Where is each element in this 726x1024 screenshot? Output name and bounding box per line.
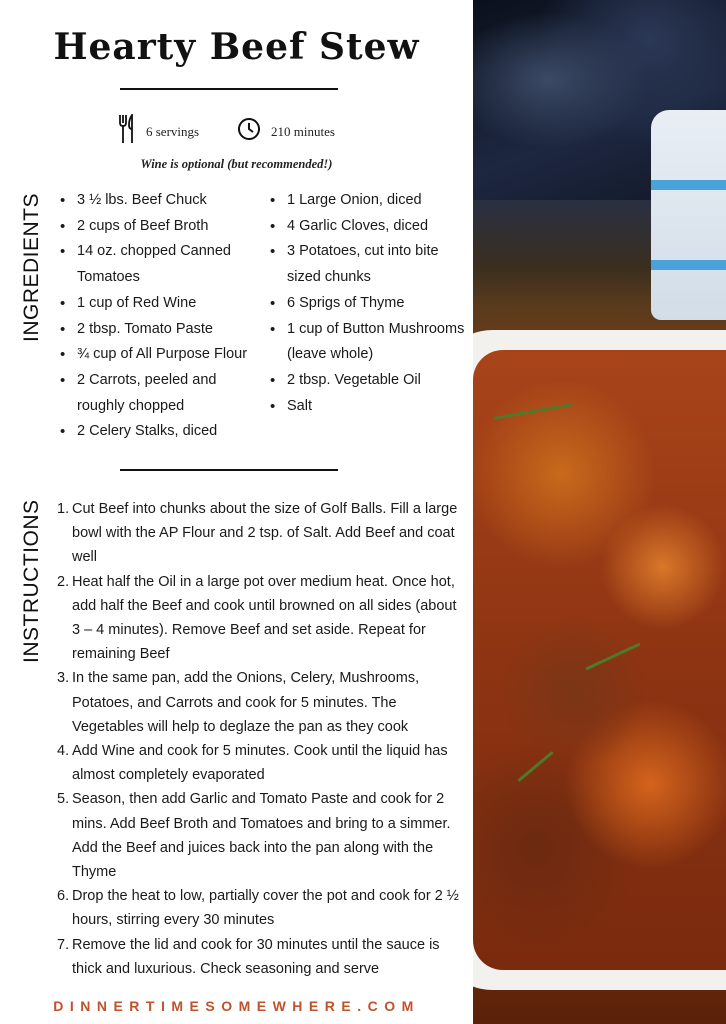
ingredient-item: • 2 tbsp. Vegetable Oil <box>270 368 470 394</box>
step-text: Heat half the Oil in a large pot over medium heat. Once hot, add half the Beef and cook until browned on all sides (about 3 – 4 minutes). Remove Beef and set aside. Repeat for remaining Beef <box>72 573 457 663</box>
ingredient-item: • 2 Carrots, peeled and roughly chopped <box>60 368 260 419</box>
ingredient-item: • 2 cups of Beef Broth <box>60 214 260 240</box>
ingredients-list-right <box>270 188 470 419</box>
title-divider <box>120 88 338 90</box>
ingredient-item: • ¾ cup of All Purpose Flour <box>60 342 260 368</box>
ingredient-item: • 2 Celery Stalks, diced <box>60 419 260 445</box>
cup-stripe <box>651 180 726 190</box>
recipe-meta <box>0 114 473 150</box>
step-number: 1. <box>57 501 70 517</box>
cup-stripe <box>651 260 726 270</box>
instruction-step <box>57 570 467 667</box>
recipe-title: Hearty Beef Stew <box>53 26 420 68</box>
ingredient-item: • 2 tbsp. Tomato Paste <box>60 317 260 343</box>
ingredient-item: • 1 cup of Button Mushrooms (leave whole) <box>270 317 470 368</box>
instructions-label: INSTRUCTIONS <box>20 499 43 663</box>
step-number: 5. <box>57 791 70 808</box>
ingredient-item: • 3 Potatoes, cut into bite sized chunks <box>270 239 470 290</box>
ingredient-item: • 1 cup of Red Wine <box>60 291 260 317</box>
servings-item <box>118 114 199 149</box>
stew-photo <box>473 0 726 1024</box>
step-text: Season, then add Garlic and Tomato Paste and cook for 2 mins. Add Beef Broth and Tomatoes and bring to a simmer. Add the Beef and juices back into the pan along with the Thyme <box>72 791 451 881</box>
ingredient-item: • 3 ½ lbs. Beef Chuck <box>60 188 260 214</box>
step-number: 4. <box>57 743 70 760</box>
clock-icon <box>237 114 261 149</box>
ingredient-item: • 14 oz. chopped Canned Tomatoes <box>60 239 260 290</box>
website-link[interactable]: DINNERTIMESOMEWHERE.COM <box>53 998 420 1014</box>
step-number: 7. <box>57 936 70 953</box>
instruction-step <box>57 933 467 981</box>
section-divider <box>120 469 338 471</box>
time-item <box>237 114 335 149</box>
instruction-step <box>57 787 467 884</box>
step-text: Add Wine and cook for 5 minutes. Cook until the liquid has almost completely evaporated <box>72 743 448 784</box>
step-number: 3. <box>57 670 70 687</box>
step-text: In the same pan, add the Onions, Celery, Mushrooms, Potatoes, and Carrots and cook for 5 minutes. The Vegetables will help to deglaze the pan as they cook <box>72 670 420 735</box>
step-text: Drop the heat to low, partially cover the pot and cook for 2 ½ hours, stirring every 30 minutes <box>72 888 459 929</box>
instruction-step <box>57 884 467 932</box>
step-number: 2. <box>57 573 70 590</box>
instruction-step <box>57 666 467 739</box>
instruction-step <box>57 497 467 570</box>
step-text: Remove the lid and cook for 30 minutes until the sauce is thick and luxurious. Check seasoning and serve <box>72 936 440 977</box>
wine-note: Wine is optional (but recommended!) <box>140 157 333 171</box>
ingredient-item: • 4 Garlic Cloves, diced <box>270 214 470 240</box>
servings-text: 6 servings <box>146 123 200 139</box>
time-text: 210 minutes <box>271 123 335 139</box>
instruction-step <box>57 739 467 787</box>
step-number: 6. <box>57 888 70 905</box>
ingredients-list-left <box>60 188 260 445</box>
instructions-list <box>57 497 467 981</box>
ingredient-item: • 6 Sprigs of Thyme <box>270 291 470 317</box>
step-text: Cut Beef into chunks about the size of Golf Balls. Fill a large bowl with the AP Flour and 2 tsp. of Salt. Add Beef and coat well <box>72 501 458 566</box>
ingredient-item: • 1 Large Onion, diced <box>270 188 470 214</box>
ingredients-label: INGREDIENTS <box>20 192 43 342</box>
fork-knife-icon <box>118 114 136 149</box>
cup <box>651 110 726 320</box>
ingredient-item: • Salt <box>270 394 470 420</box>
